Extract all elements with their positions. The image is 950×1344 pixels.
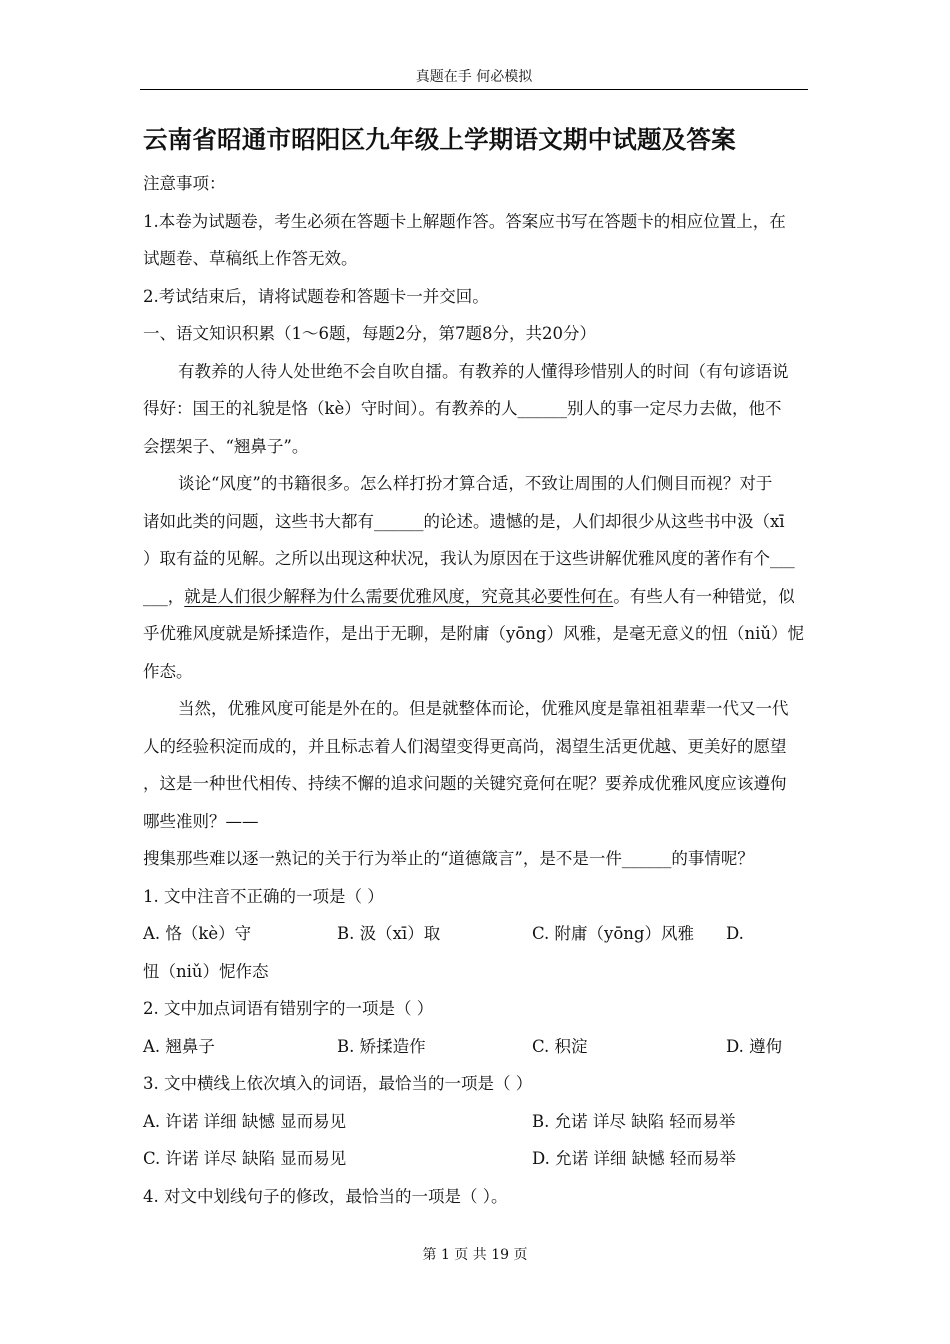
passage-line: ）取有益的见解。之所以出现这种状况，我认为原因在于这些讲解优雅风度的著作有个___ [143, 549, 795, 568]
question-2: 2. 文中加点词语有错别字的一项是（ ） [143, 999, 434, 1018]
page-footer: 第 1 页 共 19 页 [422, 1247, 528, 1263]
passage-line: 得好：国王的礼貌是恪（kè）守时间）。有教养的人______别人的事一定尽力去做，他不 [143, 399, 782, 418]
q3-option-a: A. 许诺 详细 缺憾 显而易见 [143, 1112, 347, 1131]
passage-line: ，这是一种世代相传、持续不懈的追求问题的关键究竟何在呢？要养成优雅风度应该遵佝 [143, 774, 787, 793]
q3-option-b: B. 允诺 详尽 缺陷 轻而易举 [532, 1112, 736, 1131]
notice-item-1-line-1: 1.本卷为试题卷，考生必须在答题卡上解题作答。答案应书写在答题卡的相应位置上，在 [143, 212, 786, 231]
passage-text: 。有些人有一种错觉，似 [613, 587, 795, 606]
passage-line: 谈论“风度”的书籍很多。怎么样打扮才算合适，不致让周围的人们侧目而视？对于 [178, 474, 773, 493]
passage-line: 哪些准则？—— [143, 812, 259, 831]
q2-option-a: A. 翘鼻子 [143, 1037, 215, 1056]
q2-option-d: D. 遵佝 [726, 1037, 783, 1056]
q3-option-d: D. 允诺 详细 缺憾 轻而易举 [532, 1149, 736, 1168]
notice-heading: 注意事项： [143, 174, 226, 193]
page-header: 真题在手 何必模拟 [415, 69, 533, 85]
question-4: 4. 对文中划线句子的修改，最恰当的一项是（ ）。 [143, 1187, 508, 1206]
question-1: 1. 文中注音不正确的一项是（ ） [143, 887, 384, 906]
passage-line: 搜集那些难以逐一熟记的关于行为举止的“道德箴言”，是不是一件______的事情呢？ [143, 849, 754, 868]
passage-line: 乎优雅风度就是矫揉造作，是出于无聊，是附庸（yōng）风雅，是毫无意义的忸（niǔ）怩 [143, 624, 804, 643]
notice-item-2: 2.考试结束后，请将试题卷和答题卡一并交回。 [143, 287, 489, 306]
q1-option-c: C. 附庸（yōng）风雅 [532, 924, 694, 943]
passage-text: ___， [143, 587, 185, 606]
section-1-heading: 一、语文知识积累（1～6题，每题2分，第7题8分，共20分） [143, 324, 596, 343]
q1-option-a: A. 恪（kè）守 [143, 924, 252, 943]
passage-line: 当然，优雅风度可能是外在的。但是就整体而论，优雅风度是靠祖祖辈辈一代又一代 [178, 699, 789, 718]
passage-line: 有教养的人待人处世绝不会自吹自擂。有教养的人懂得珍惜别人的时间（有句谚语说 [178, 362, 789, 381]
underlined-sentence: 就是人们很少解释为什么需要优雅风度，究竟其必要性何在 [184, 587, 614, 606]
q2-option-c: C. 积淀 [532, 1037, 588, 1056]
q2-option-b: B. 矫揉造作 [337, 1037, 426, 1056]
passage-line [143, 586, 795, 608]
q1-option-b: B. 汲（xī）取 [337, 924, 441, 943]
notice-item-1-line-2: 试题卷、草稿纸上作答无效。 [143, 249, 358, 268]
passage-line: 人的经验积淀而成的，并且标志着人们渴望变得更高尚，渴望生活更优越、更美好的愿望 [143, 737, 787, 756]
q1-option-d: D. [726, 924, 744, 943]
header-rule [140, 89, 808, 90]
passage-line: 诸如此类的问题，这些书大都有______的论述。遗憾的是，人们却很少从这些书中汲（xī [143, 512, 785, 531]
document-title: 云南省昭通市昭阳区九年级上学期语文期中试题及答案 [143, 125, 736, 154]
q3-option-c: C. 许诺 详尽 缺陷 显而易见 [143, 1149, 347, 1168]
question-3: 3. 文中横线上依次填入的词语，最恰当的一项是（ ） [143, 1074, 533, 1093]
q1-option-d-text: 忸（niǔ）怩作态 [143, 962, 269, 981]
passage-line: 会摆架子、“翘鼻子”。 [143, 437, 309, 456]
passage-line: 作态。 [143, 662, 193, 681]
